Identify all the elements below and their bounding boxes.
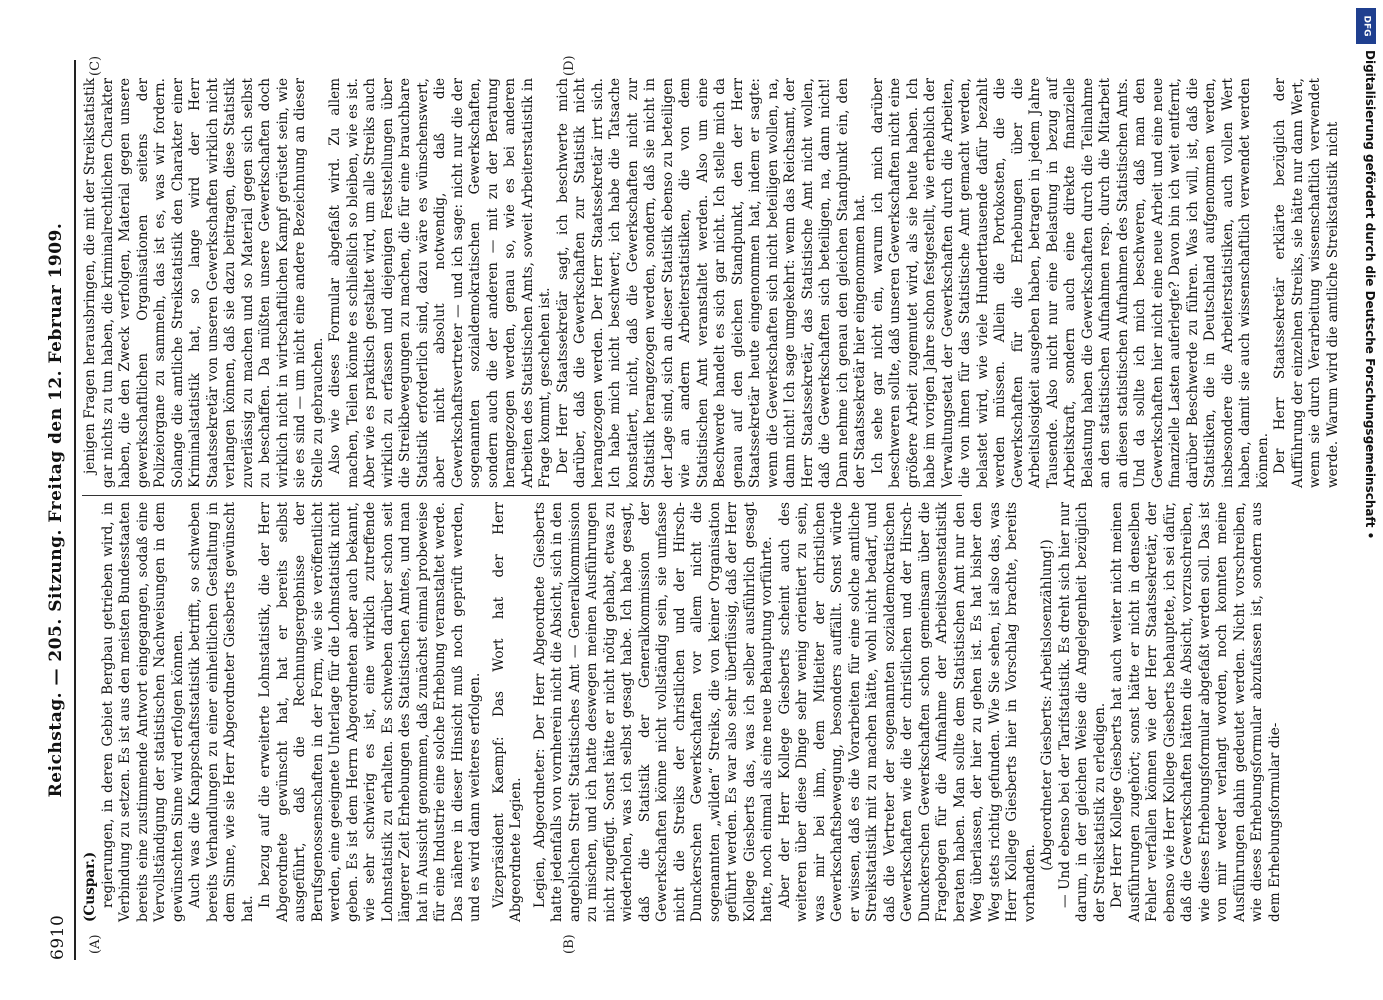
dfg-sidebar	[1355, 6, 1377, 994]
margin-mark-b: (B)	[562, 934, 577, 954]
paragraph: Also wie dieses Formular abgefaßt wird. Zu allem machen, Teilen könnte es schließlich so bleiben, wie es ist. Aber wie es praktisch gestaltet wird, um alle Streiks auch wirklich zu erfassen und diejenigen Feststellungen über die Streikbewegungen zu machen, die für eine brauchbare Statistik erforderlich sind, dazu wäre es wünschenswert, aber nicht absolut notwendig, daß die Gewerkschaftsvertreter — und ich sage: nicht nur die der sogenannten sozialdemokratischen Gewerkschaften, sondern auch die der anderen — mit zu der Beratung herangezogen werden, genau so, wie es bei anderen Arbeiten des Statistischen Amts, soweit Arbeiterstatistik in Frage kommt, geschehen ist.	[327, 78, 553, 488]
left-column	[82, 502, 1283, 922]
paragraph: — Und ebenso bei der Tarifstatistik. Es dreht sich hier nur darum, in der gleichen Weise die Angelegenheit bezüglich der Streikstatistik zu erledigen.	[1056, 502, 1108, 922]
paragraph: Auch was die Knappschaftsstatistik betrifft, so schweben bereits Verhandlungen zu einer einheitlichen Gestaltung in dem Sinne, wie sie Herr Abgeordneter Giesberts gewünscht hat.	[187, 502, 256, 922]
margin-mark-d: (D)	[562, 55, 577, 76]
paragraph: In bezug auf die erweiterte Lohnstatistik, die der Herr Abgeordnete gewünscht hat, hat er bereits selbst ausgeführt, daß die Rechnungsergebnisse der Berufsgenossenschaften in der Form, wie sie veröffentlicht werden, eine geeignete Unterlage für die Lohnstatistik nicht geben. Es ist dem Herrn Abgeordneten aber auch bekannt, wie sehr schwierig es ist, eine wirklich zutreffende Lohnstatistik zu erhalten. Es schweben darüber schon seit längerer Zeit Erhebungen des Statistischen Amtes, und man hat in Aussicht genommen, daß zunächst einmal probeweise für eine Industrie eine solche Erhebung veranstaltet werde. Das nähere in dieser Hinsicht muß noch geprüft werden, und es wird dann weiteres erfolgen.	[257, 502, 483, 922]
rotated-page	[42, 55, 1341, 960]
paragraph: Der Herr Staatssekretär erklärte bezüglich der Aufführung der einzelnen Streiks, sie hätte nur dann Wert, wenn sie durch Verarbeitung wissenschaftlich verwendet werde. Warum wird die amtliche Streikstatistik nicht	[1272, 78, 1341, 488]
column-rule	[82, 495, 962, 496]
funding-note: Digitalisierung gefördert durch die Deutsche Forschungsgemeinschaft •	[1363, 50, 1377, 540]
paragraph: Der Herr Staatssekretär sagt, ich beschwerte mich darüber, daß die Gewerkschaften zur Statistik nicht herangezogen werden. Der Herr Staatssekretär irrt sich. Ich habe mich nicht beschwert; ich habe die Tatsache konstatiert, nicht, daß die Gewerkschaften nicht zur Statistik herangezogen werden, sondern, daß sie nicht in der Lage sind, sich an dieser Statistik ebenso zu beteiligen wie an andern Arbeiterstatistiken, die von dem Statistischen Amt veranstaltet werden. Also um eine Beschwerde handelt es sich gar nicht. Ich stelle mich da genau auf den gleichen Standpunkt, den der Herr Staatssekretär heute eingenommen hat, indem er sagte: wenn die Gewerkschaften sich nicht beteiligen wollen, na, dann nicht! Ich sage umgekehrt: wenn das Reichsamt, der Herr Staatssekretär, das Statistische Amt nicht wollen, daß die Gewerkschaften sich beteiligen, na, dann nicht! Dann nehme ich genau den gleichen Standpunkt ein, den der Staatssekretär hier eingenommen hat.	[554, 78, 868, 488]
dfg-logo: DFG	[1356, 8, 1376, 44]
paragraph: Aber der Herr Kollege Giesberts scheint auch des weiteren über diese Dinge sehr wenig orientiert zu sein, was mir bei ihm, dem Mitleiter der christlichen Gewerkschaftsbewegung, besonders auffällt. Sonst würde er wissen, daß es die Vorarbeiten für eine solche amtliche Streikstatistik mit zu machen hätte, wohl nicht bedarf, und daß die Vertreter der sogenannten sozialdemokratischen Gewerkschaften wie die der christlichen und der Hirsch-Dunckerschen Gewerkschaften schon gemeinsam über die Fragebogen für die Aufnahme der Arbeitslosenstatistik beraten haben. Man sollte dem Statistischen Amt nur den Weg überlassen, der hier zu gehen ist. Es hat bisher den Weg stets richtig gefunden. Wie Sie sehen, ist also das, was Herr Kollege Giesberts hier in Vorschlag brachte, bereits vorhanden.	[776, 502, 1038, 922]
page-running-title: Reichstag. — 205. Sitzung. Freitag den 12. Februar 1909.	[46, 222, 66, 798]
paragraph: Vizepräsident Kaempf: Das Wort hat der Herr Abgeordnete Legien.	[490, 502, 524, 922]
page-number: 6910	[48, 914, 68, 960]
margin-mark-a: (A)	[88, 934, 103, 954]
paragraph: (Abgeordneter Giesberts: Arbeitslosenzählung!)	[1039, 539, 1055, 871]
paragraph: Der Herr Kollege Giesberts hat auch weiter nicht meinen Ausführungen zugehört; sonst hätte er nicht in denselben Fehler verfallen können wie der Herr Staatssekretär, der ebenso wie Herr Kollege Giesberts behauptete, ich sei dafür, daß die Gewerkschaften hätten die Absicht, vorzuschreiben, wie dieses Erhebungsformular abgefaßt werden soll. Das ist von mir weder verlangt worden, noch konnten meine Ausführungen dahin gedeutet werden. Nicht vorschreiben, wie dieses Erhebungsformular abzufassen ist, sondern aus dem Erhebungsformular die-	[1109, 502, 1283, 922]
paragraph: Ich sehe gar nicht ein, warum ich mich darüber beschweren sollte, daß unseren Gewerkschaften nicht eine größere Arbeit zugemutet wird, als sie heute haben. Ich habe im vorigen Jahre schon festgestellt, wie erheblich der Verwaltungsetat der Gewerkschaften durch die Arbeiten, die von ihnen für das Statistische Amt gemacht werden, belastet wird, wie viele Hunderttausende dafür bezahlt werden müssen. Allein die Portokosten, die die Gewerkschaften für die Erhebungen über die Arbeitslosigkeit ausgeben haben, betragen in jedem Jahre Tausende. Also nicht nur eine Belastung in bezug auf Arbeitskraft, sondern auch eine direkte finanzielle Belastung haben die Gewerkschaften durch die Teilnahme an den statistischen Aufnahmen resp. durch die Mitarbeit an diesen statistischen Aufnahmen des Statistischen Amts. Und da sollte ich mich beschweren, daß man den Gewerkschaften hier nicht eine neue Arbeit und eine neue finanzielle Lasten auferlegte? Davon bin ich weit entfernt, darüber Beschwerde zu führen. Was ich will, ist, daß die Statistiken, die in Deutschland aufgenommen werden, insbesondere die Arbeiterstatistiken, auch vollen Wert haben, damit sie auch wissenschaftlich verwendet werden können.	[869, 78, 1271, 488]
page-header	[42, 60, 72, 960]
right-column	[82, 78, 1341, 488]
speaker-tag: (Cuspar.)	[82, 851, 98, 922]
paragraph: jenigen Fragen herausbringen, die mit der Streikstatistik gar nichts zu tun haben, die kriminalrechtlichen Charakter haben, die den Zweck verfolgen, Material gegen unsere gewerkschaftlichen Organisationen seitens der Polizeiorgane zu sammeln, das ist es, was wir fordern. Solange die amtliche Streikstatistik den Charakter einer Kriminalstatistik hat, so lange wird der Herr Staatssekretär von unseren Gewerkschaften wirklich nicht verlangen können, daß sie dazu beitragen, diese Statistik zuverlässig zu machen und so Material gegen sich selbst zu beschaffen. Da müßten unsere Gewerkschaften doch wirklich nicht in wirtschaftlichen Kampf gerüstet sein, wie sie es sind — um nicht eine andere Bezeichnung an dieser Stelle zu gebrauchen.	[82, 78, 326, 488]
paragraph: Legien, Abgeordneter: Der Herr Abgeordnete Giesberts hatte jedenfalls von vornherein nicht die Absicht, sich in den angeblichen Streit Statistisches Amt — Generalkommission zu mischen, und ich hatte deswegen meinen Ausführungen nicht zugefügt. Sonst hätte er nicht nötig gehabt, etwas zu wiederholen, was ich selbst gesagt habe. Ich habe gesagt, daß die Statistik der Generalkommission der Gewerkschaften könne nicht vollständig sein, sie umfasse nicht die Streiks der christlichen und der Hirsch-Dunckerschen Gewerkschaften vor allem nicht die sogenannten „wilden“ Streiks, die von keiner Organisation geführt werden. Es war also sehr überflüssig, daß der Herr Kollege Giesberts das, was ich selber ausführlich gesagt hatte, noch einmal als eine neue Behauptung vorführte.	[531, 502, 775, 922]
paragraph: regierungen, in deren Gebiet Bergbau getrieben wird, in Verbindung zu setzen. Es ist aus den meisten Bundesstaaten bereits eine zustimmende Antwort eingegangen, sodaß eine Vervollständigung der statistischen Nachweisungen in dem gewünschten Sinne wird erfolgen können.	[99, 502, 186, 922]
header-rule	[74, 60, 76, 960]
margin-mark-c: (C)	[88, 55, 103, 76]
